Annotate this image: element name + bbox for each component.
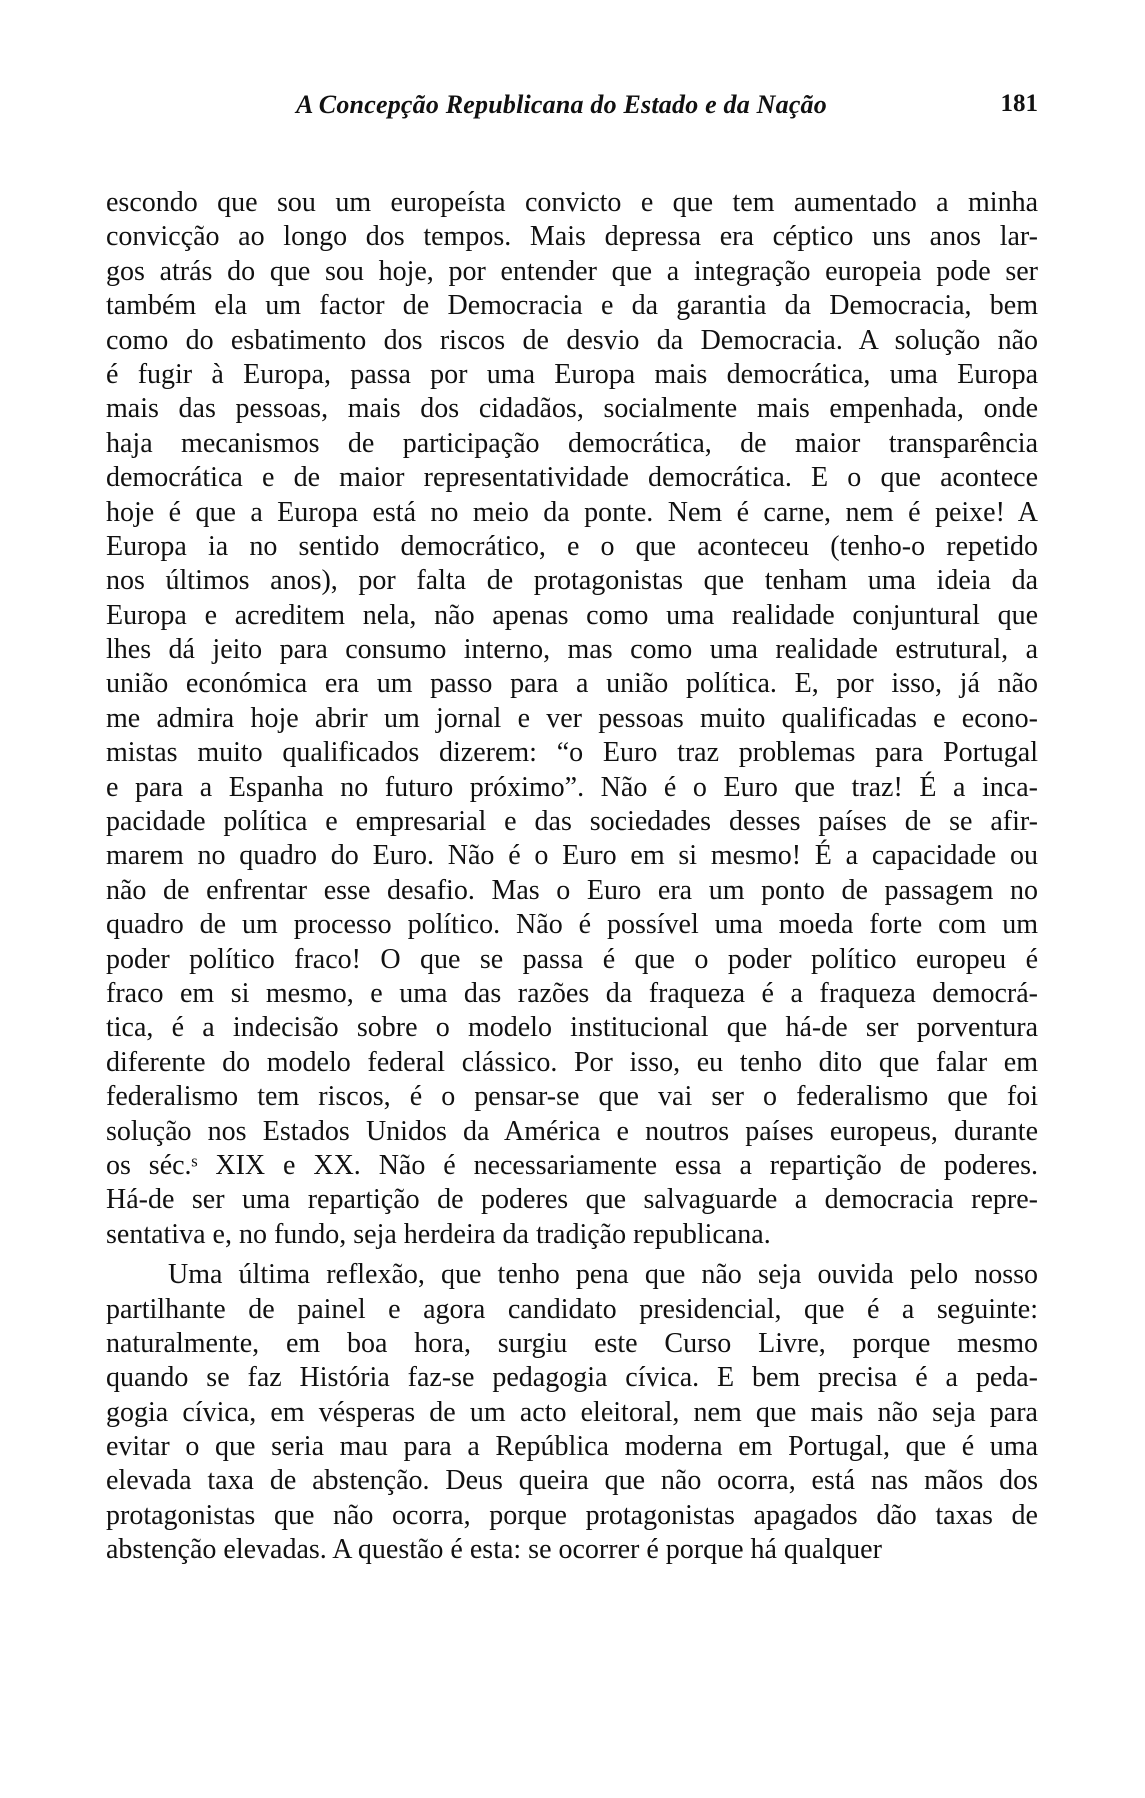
text-line: e para a Espanha no futuro próximo”. Não é o Euro que traz! É a inca- [106,771,1038,803]
text-line: escondo que sou um europeísta convicto e que tem aumentado a minha [106,187,1038,218]
text-line: partilhante de painel e agora candidato presidencial, que é a seguinte: [106,1293,1038,1325]
text-line: Europa e acreditem nela, não apenas como uma realidade conjuntural que [106,599,1038,631]
page-number: 181 [1000,90,1038,117]
text-line: lhes dá jeito para consumo interno, mas como uma realidade estrutural, a [106,634,1038,666]
text-line: quadro de um processo político. Não é possível uma moeda forte com um [106,909,1038,941]
text-line: é fugir à Europa, passa por uma Europa mais democrática, uma Europa [106,358,1038,390]
text-line: também ela um factor de Democracia e da garantia da Democracia, bem [106,290,1038,322]
text-line: Europa ia no sentido democrático, e o que aconteceu (tenho-o repetido [106,530,1038,562]
text-line: elevada taxa de abstenção. Deus queira que não ocorra, está nas mãos dos [106,1465,1038,1497]
text-line: quando se faz História faz-se pedagogia cívica. E bem precisa é a peda- [106,1362,1038,1394]
text-line: não de enfrentar esse desafio. Mas o Euro era um ponto de passagem no [106,874,1038,906]
text-line: Uma última reflexão, que tenho pena que não seja ouvida pelo nosso [168,1259,1038,1291]
body-text [106,186,1038,1568]
text-line: poder político fraco! O que se passa é que o poder político europeu é [106,943,1038,975]
text-line: mistas muito qualificados dizerem: “o Euro traz problemas para Portugal [106,737,1038,769]
text-line: nos últimos anos), por falta de protagonistas que tenham uma ideia da [106,565,1038,597]
running-title: A Concepção Republicana do Estado e da Nação [296,90,827,119]
text-line: diferente do modelo federal clássico. Por isso, eu tenho dito que falar em [106,1046,1038,1078]
text-line: tica, é a indecisão sobre o modelo institucional que há-de ser porventura [106,1012,1038,1044]
paragraph [106,1258,1038,1568]
text-line: fraco em si mesmo, e uma das razões da fraqueza é a fraqueza democrá- [106,977,1038,1009]
text-line: me admira hoje abrir um jornal e ver pessoas muito qualificadas e econo- [106,702,1038,734]
text-line: protagonistas que não ocorra, porque protagonistas apagados dão taxas de [106,1499,1038,1531]
running-head [106,90,1038,130]
text-line: evitar o que seria mau para a República moderna em Portugal, que é uma [106,1431,1038,1463]
text-line: abstenção elevadas. A questão é esta: se ocorrer é porque há qualquer [106,1534,882,1566]
text-line: mais das pessoas, mais dos cidadãos, socialmente mais empenhada, onde [106,393,1038,425]
text-line: união económica era um passo para a união política. E, por isso, já não [106,668,1038,700]
text-line: marem no quadro do Euro. Não é o Euro em si mesmo! É a capacidade ou [106,840,1038,872]
text-line: federalismo tem riscos, é o pensar-se que vai ser o federalismo que foi [106,1081,1038,1113]
text-line: naturalmente, em boa hora, surgiu este Curso Livre, porque mesmo [106,1327,1038,1359]
text-line: os séc.ˢ XIX e XX. Não é necessariamente essa a repartição de poderes. [106,1149,1038,1181]
text-line: sentativa e, no fundo, seja herdeira da tradição republicana. [106,1218,771,1250]
text-line: gogia cívica, em vésperas de um acto eleitoral, nem que mais não seja para [106,1396,1038,1428]
text-line: solução nos Estados Unidos da América e noutros países europeus, durante [106,1115,1038,1147]
text-line: convicção ao longo dos tempos. Mais depressa era céptico uns anos lar- [106,221,1038,253]
text-line: hoje é que a Europa está no meio da ponte. Nem é carne, nem é peixe! A [106,496,1038,528]
text-line: haja mecanismos de participação democrática, de maior transparência [106,427,1038,459]
text-line: gos atrás do que sou hoje, por entender que a integração europeia pode ser [106,255,1038,287]
text-line: pacidade política e empresarial e das sociedades desses países de se afir- [106,806,1038,838]
text-line: Há-de ser uma repartição de poderes que salvaguarde a democracia repre- [106,1184,1038,1216]
text-line: democrática e de maior representatividade democrática. E o que acontece [106,462,1038,494]
text-line: como do esbatimento dos riscos de desvio da Democracia. A solução não [106,324,1038,356]
paragraph [106,186,1038,1252]
